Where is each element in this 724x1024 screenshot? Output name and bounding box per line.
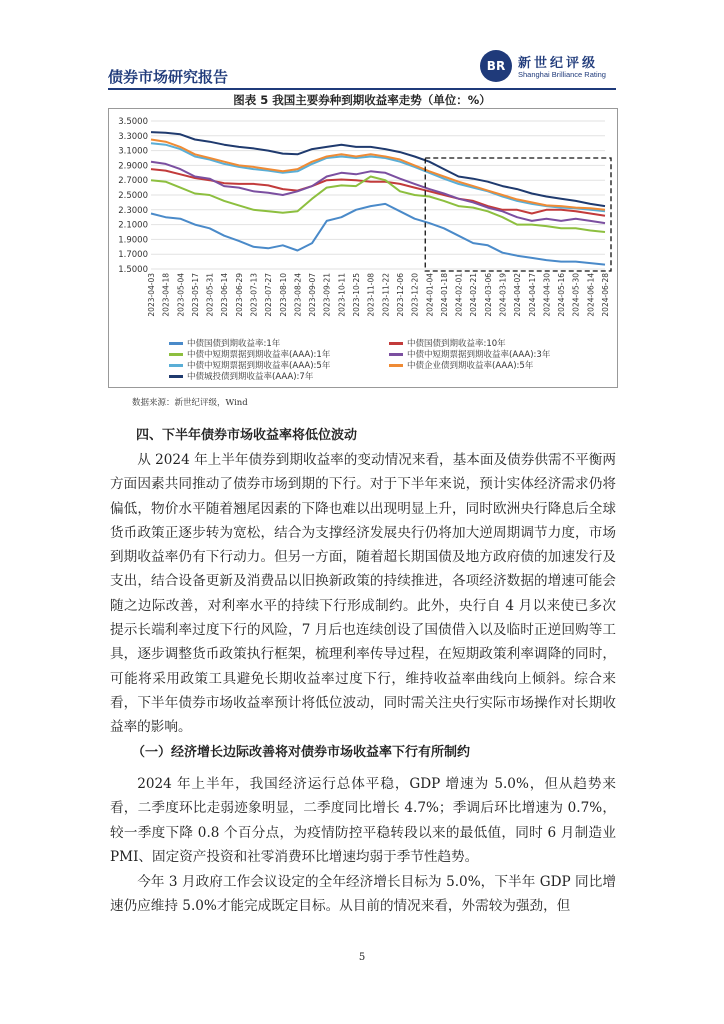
legend-label: 中债中短期票据到期收益率(AAA):3年 <box>407 350 551 360</box>
x-tick-label: 2023-05-31 <box>205 273 215 317</box>
legend-label: 中债企业债到期收益率(AAA):5年 <box>407 361 534 371</box>
x-tick-label: 2023-11-08 <box>366 273 376 317</box>
series-line-4 <box>151 162 605 223</box>
x-tick-label: 2024-02-01 <box>454 273 464 317</box>
x-tick-label: 2023-08-24 <box>293 273 303 317</box>
x-tick-label: 2023-12-20 <box>410 273 420 317</box>
logo-english-name: Shanghai Brilliance Rating <box>518 70 606 79</box>
x-tick-label: 2023-07-13 <box>249 273 259 317</box>
paragraph-gdp: 2024 年上半年，我国经济运行总体平稳，GDP 增速为 5.0%，但从趋势来看，二季度环比走弱迹象明显，二季度同比增长 4.7%；季调后环比增速为 0.7%，较一季度下降 0.8 个百分点，为疫情防控平稳转段以来的最低值，同时 6 月制造业 PMI、固定资产投资和社零消费环比增速均弱于季节性趋势。 <box>110 776 616 865</box>
x-tick-label: 2023-12-06 <box>395 273 405 317</box>
report-title: 债券市场研究报告 <box>108 68 229 86</box>
y-tick-label: 1.9000 <box>118 235 148 246</box>
page-number: 5 <box>358 952 366 963</box>
y-tick-label: 3.1000 <box>118 146 148 157</box>
legend-swatch <box>169 353 183 356</box>
x-tick-label: 2024-05-16 <box>557 273 567 317</box>
y-tick-label: 2.1000 <box>118 220 148 231</box>
y-tick-label: 3.5000 <box>118 117 148 127</box>
legend-item <box>169 370 313 382</box>
x-tick-label: 2023-06-14 <box>220 273 230 317</box>
logo-emblem-icon: BR <box>480 50 512 82</box>
legend-swatch <box>389 342 403 345</box>
legend-swatch <box>169 342 183 345</box>
series-line-2 <box>151 169 605 216</box>
y-tick-label: 2.7000 <box>118 176 148 187</box>
x-tick-label: 2023-04-03 <box>147 273 156 317</box>
x-tick-label: 2024-04-17 <box>527 273 537 317</box>
x-tick-label: 2023-11-22 <box>381 273 391 317</box>
x-tick-label: 2023-04-18 <box>161 273 171 317</box>
x-tick-label: 2024-04-02 <box>513 273 523 317</box>
legend-label: 中债中短期票据到期收益率(AAA):1年 <box>187 350 331 360</box>
legend-item <box>389 359 533 371</box>
x-tick-label: 2023-05-04 <box>176 273 186 317</box>
y-tick-label: 1.7000 <box>118 250 148 261</box>
x-tick-label: 2024-06-14 <box>586 273 596 317</box>
figure-title: 图表 5 我国主要券种到期收益率走势（单位：%） <box>233 93 491 107</box>
y-tick-label: 2.5000 <box>118 191 148 201</box>
x-tick-label: 2023-06-29 <box>234 273 244 317</box>
x-tick-label: 2023-07-27 <box>264 273 274 317</box>
legend-swatch <box>389 353 403 356</box>
x-tick-label: 2024-01-04 <box>425 273 435 317</box>
y-tick-label: 3.3000 <box>118 131 148 142</box>
series-line-5 <box>151 143 605 211</box>
x-tick-label: 2023-09-07 <box>308 273 318 317</box>
section-heading: 四、下半年债券市场收益率将低位波动 <box>136 428 358 443</box>
legend-swatch <box>169 375 183 378</box>
x-tick-label: 2023-10-11 <box>337 273 347 317</box>
x-tick-label: 2023-05-17 <box>190 273 200 317</box>
chart-frame <box>108 108 618 388</box>
legend-label: 中债中短期票据到期收益率(AAA):5年 <box>187 361 331 371</box>
x-tick-label: 2024-04-30 <box>542 273 552 317</box>
legend-swatch <box>169 364 183 367</box>
y-tick-label: 2.9000 <box>118 161 148 172</box>
x-tick-label: 2024-05-30 <box>571 273 581 317</box>
legend-label: 中债国债到期收益率:10年 <box>407 339 506 349</box>
x-tick-label: 2024-02-21 <box>469 273 479 317</box>
x-tick-label: 2023-09-21 <box>322 273 332 317</box>
paragraph-growth-target: 今年 3 月政府工作会议设定的全年经济增长目标为 5.0%，下半年 GDP 同比增速仍应维持 5.0%才能完成既定目标。从目前的情况来看，外需较为强劲，但 <box>110 874 616 915</box>
x-tick-label: 2024-01-18 <box>439 273 449 317</box>
legend-label: 中债国债到期收益率:1年 <box>187 339 281 349</box>
figure-source: 数据来源：新世纪评级，Wind <box>132 398 248 408</box>
header-divider <box>108 88 616 90</box>
subsection-heading: （一）经济增长边际改善将对债券市场收益率下行有所制约 <box>132 745 471 760</box>
x-tick-label: 2024-03-19 <box>498 273 508 317</box>
x-tick-label: 2023-10-25 <box>352 273 362 317</box>
x-tick-label: 2024-03-06 <box>483 273 493 317</box>
y-tick-label: 2.3000 <box>118 205 148 216</box>
x-tick-label: 2023-08-10 <box>278 273 288 317</box>
legend-swatch <box>389 364 403 367</box>
logo-chinese-name: 新世纪评级 <box>518 56 599 71</box>
y-tick-label: 1.5000 <box>118 265 148 275</box>
x-tick-label: 2024-06-28 <box>601 273 610 317</box>
brand-logo <box>480 50 620 86</box>
legend-label: 中债城投债到期收益率(AAA):7年 <box>187 372 314 382</box>
paragraph-outlook: 从 2024 年上半年债券到期收益率的变动情况来看，基本面及债券供需不平衡两方面因素共同推动了债券市场到期的下行。对于下半年来说，预计实体经济需求仍将偏低，物价水平随着翘尾因素的下降也难以出现明显上升，同时欧洲央行降息后全球货币政策正逐步转为宽松，结合为支撑经济发展央行仍将加大逆周期调节力度，市场到期收益率仍有下行动力。但另一方面，随着超长期国债及地方政府债的加速发行及支出，结合设备更新及消费品以旧换新政策的持续推进，各项经济数据的增速可能会随之边际改善，对利率水平的持续下行形成制约。此外，央行自 4 月以来使已多次提示长端利率过度下行的风险，7 月后也连续创设了国债借入以及临时正逆回购等工具，逐步调整货币政策执行框架，梳理利率传导过程，在短期政策利率调降的同时，可能将采用政策工具避免长期收益率过度下行，维持收益率曲线向上倾斜。综合来看，下半年债券市场收益率预计将低位波动，同时需关注央行实际市场操作对长期收益率的影响。 <box>110 452 616 736</box>
